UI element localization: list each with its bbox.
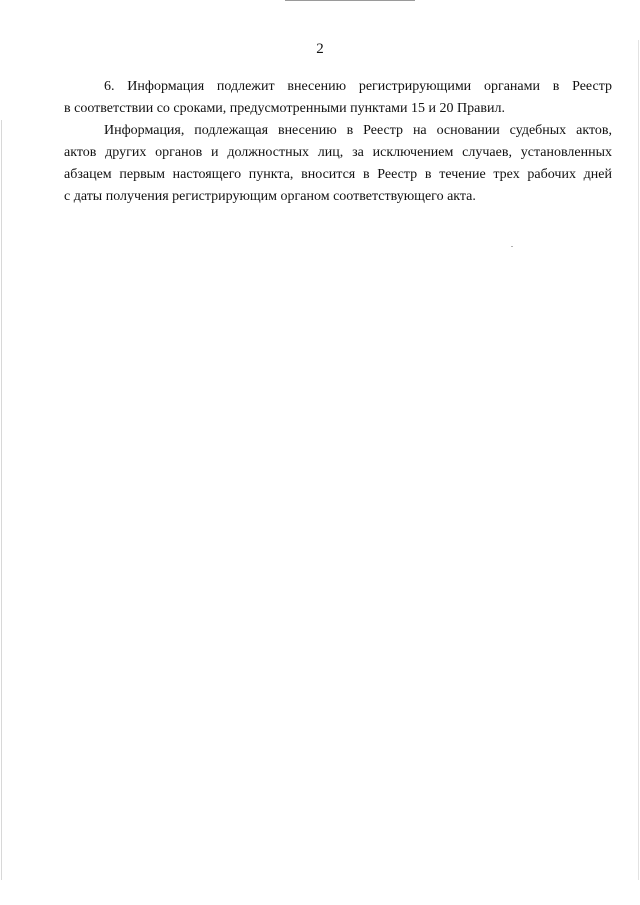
paragraph-line: абзацем первым настоящего пункта, вносится в Реестр в течение трех рабочих дней	[64, 167, 612, 182]
scan-artifact-right	[638, 40, 639, 880]
paragraph-line: Информация, подлежащая внесению в Реестр на основании судебных актов,	[104, 123, 612, 138]
paragraph-line: с даты получения регистрирующим органом соответствующего акта.	[64, 189, 476, 204]
scan-artifact-left	[1, 120, 2, 880]
page-number: 2	[316, 41, 324, 57]
document-body	[64, 76, 612, 208]
paragraph-line: 6. Информация подлежит внесению регистрирующими органами в Реестр	[104, 79, 612, 94]
scan-speck	[511, 246, 513, 247]
paragraph-6	[64, 76, 612, 120]
paragraph-line: в соответствии со сроками, предусмотренными пунктами 15 и 20 Правил.	[64, 101, 505, 116]
paragraph-line: актов других органов и должностных лиц, за исключением случаев, установленных	[64, 145, 612, 160]
scan-artifact-top	[285, 0, 415, 1]
paragraph-court-acts	[64, 120, 612, 208]
